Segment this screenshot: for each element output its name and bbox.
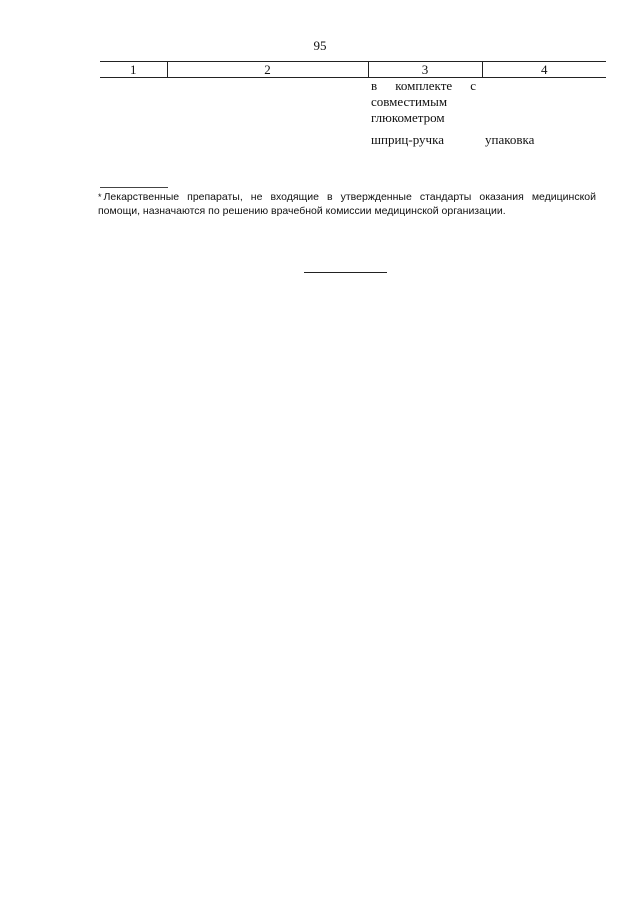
- column-header-3: 3: [368, 62, 482, 78]
- footnote-separator: [100, 187, 168, 188]
- column-header-2: 2: [167, 62, 368, 78]
- column-header-1: 1: [100, 62, 167, 78]
- table-header-row: [100, 62, 606, 78]
- table-cell: [100, 132, 167, 154]
- table-cell: [167, 132, 368, 154]
- page-number: 95: [313, 38, 327, 53]
- table-cell: упаковка: [485, 132, 535, 147]
- table-row: [100, 78, 606, 133]
- table-cell: [167, 78, 368, 133]
- table-cell: [482, 78, 606, 133]
- table-row: [100, 132, 606, 154]
- document-table: [100, 61, 606, 154]
- table-cell-text: в комплекте с совместимым глюкометром: [371, 78, 476, 125]
- footnote: [98, 190, 596, 218]
- end-of-document-rule: [304, 272, 387, 273]
- footnote-marker: *: [98, 192, 102, 202]
- footnote-text: Лекарственные препараты, не входящие в утвержденные стандарты оказания медицинской помощи, назначаются по решению врачебной комиссии медицинской организации.: [98, 191, 596, 217]
- table-cell: шприц-ручка: [371, 132, 444, 147]
- document-table-container: [100, 61, 606, 154]
- column-header-4: 4: [482, 62, 606, 78]
- table-cell: [368, 78, 482, 133]
- table-cell: [100, 78, 167, 133]
